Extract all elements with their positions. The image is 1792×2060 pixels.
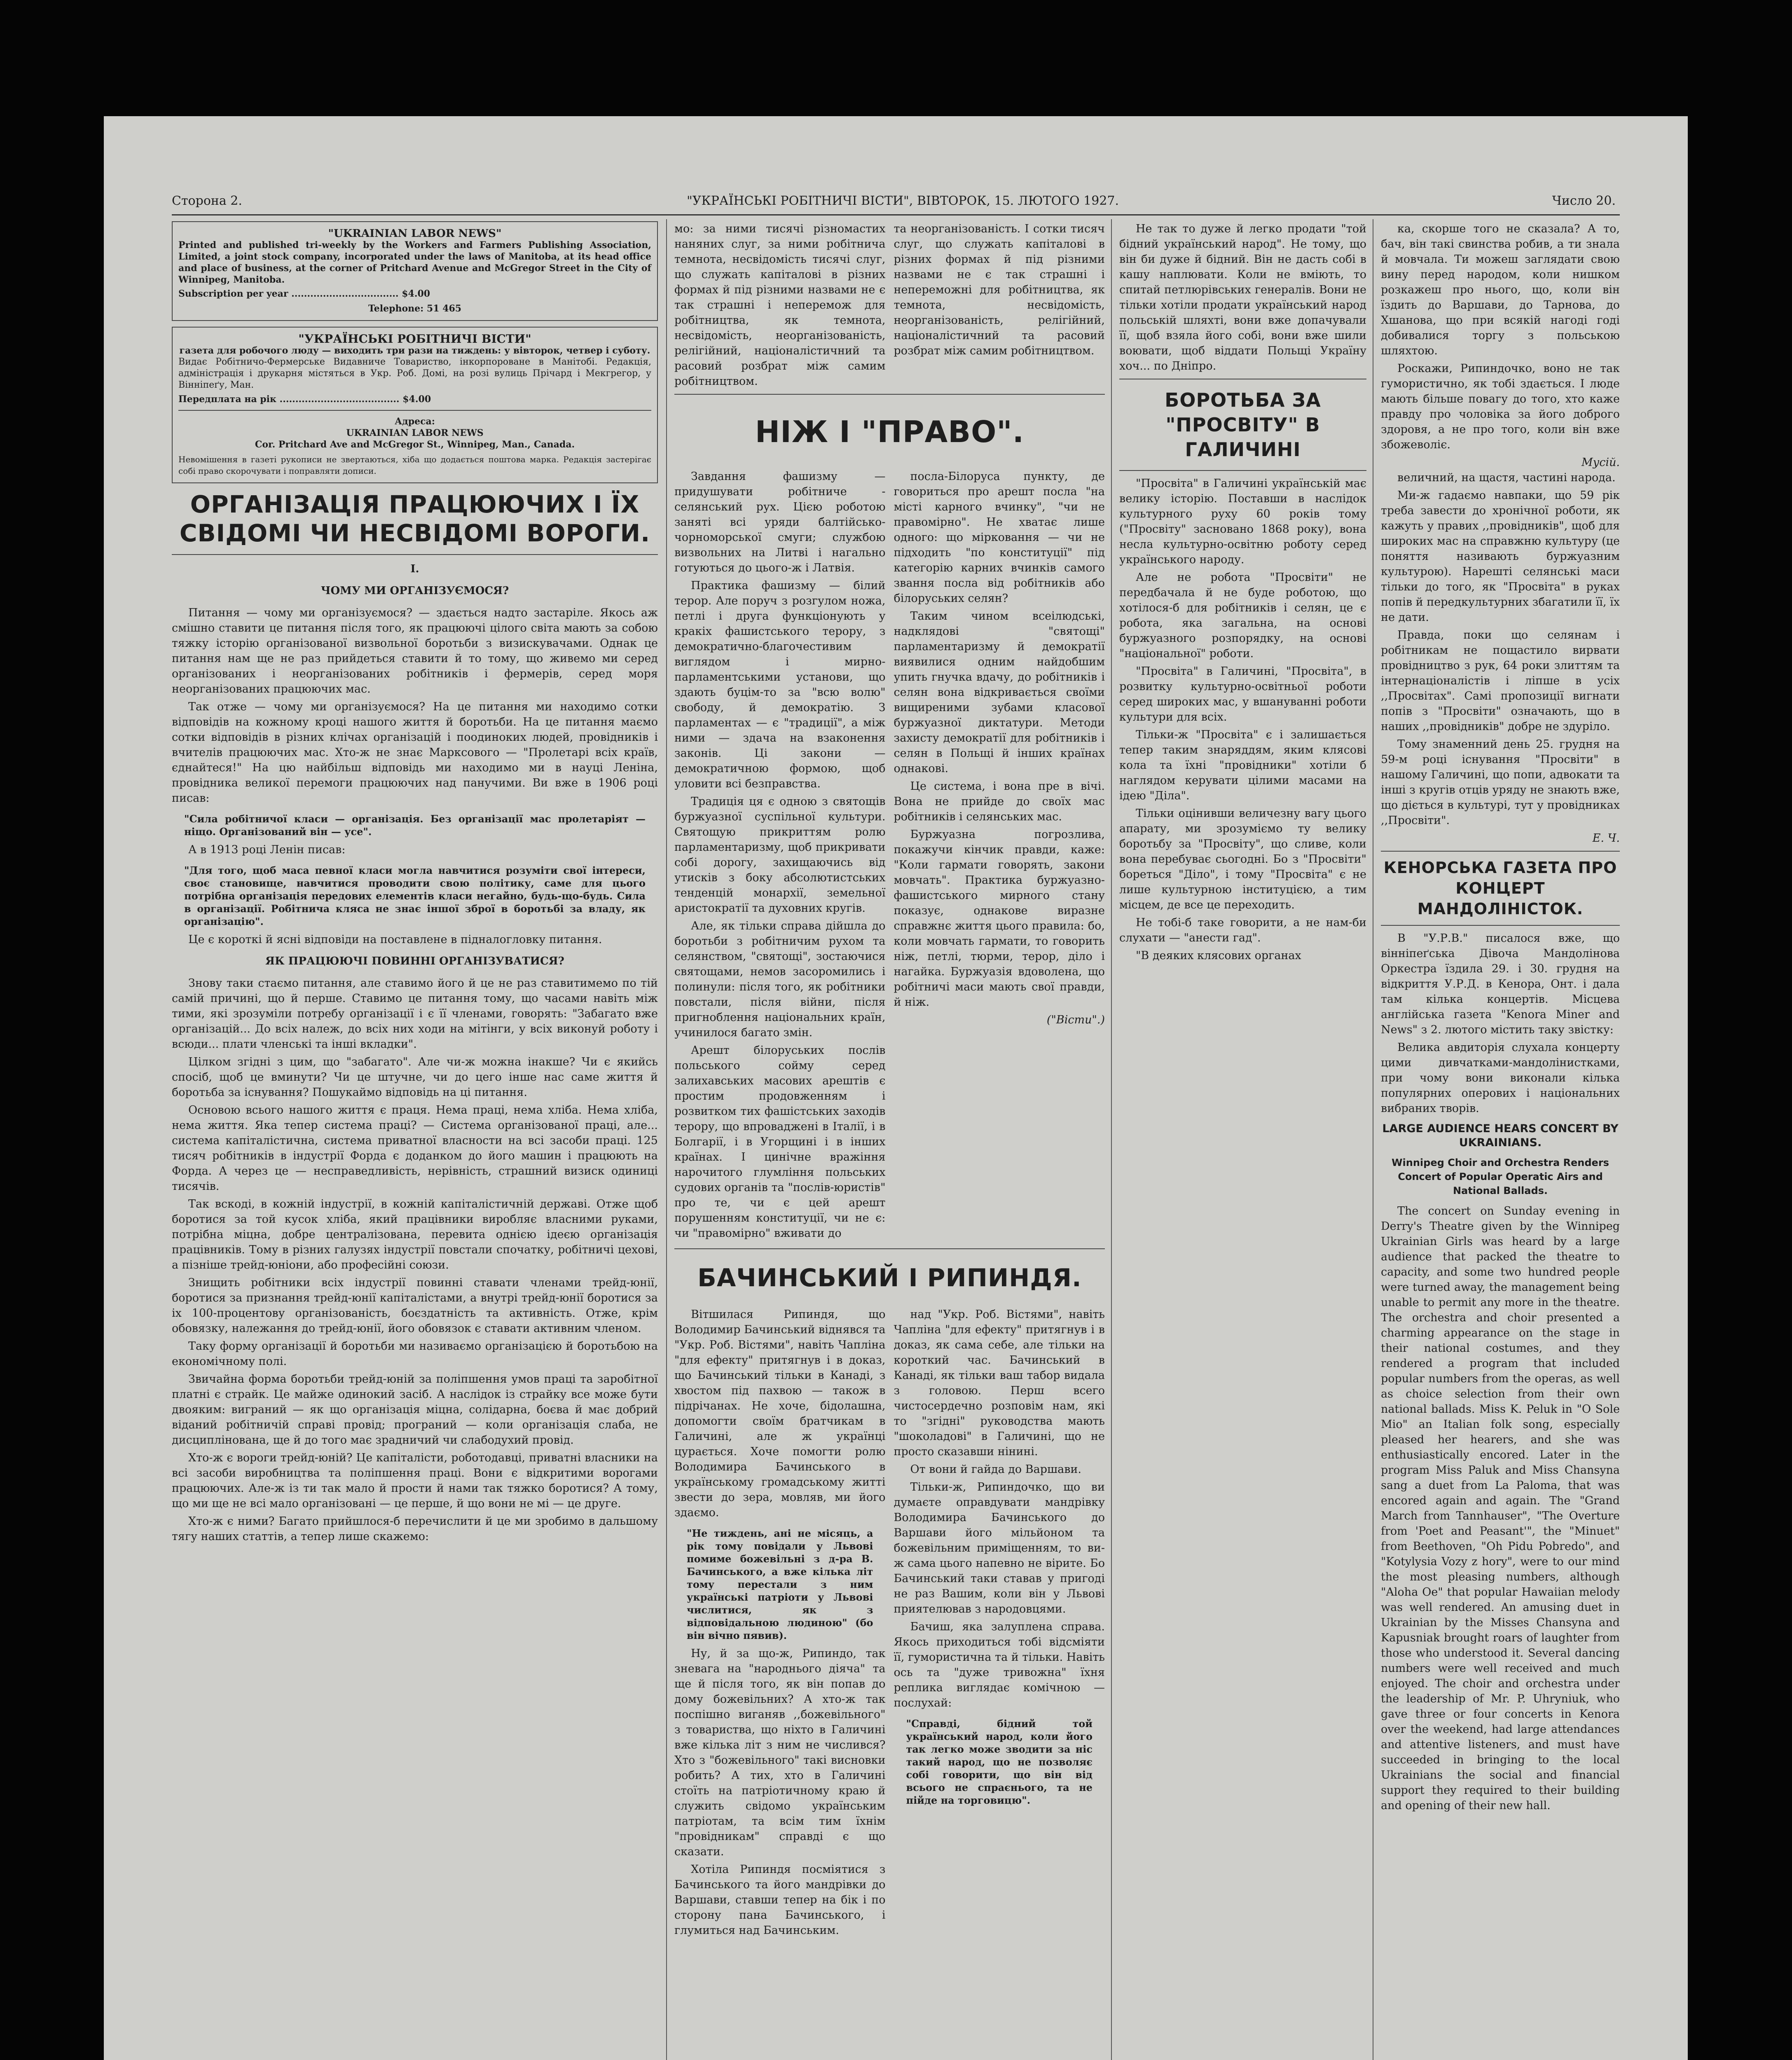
paragraph: Таким чином всеілюдські, надклядові "святощі" парламентаризму й демократії виявилися одним найдобшим упить гнучка вдачу, до робітників і селян вона відкривається своїми вищиреними зубами класової буржуазної диктатури. Методи захисту демократії для робітників і селян в Польщі й інших країнах однакові. <box>894 610 1105 775</box>
english-subheadline: Winnipeg Choir and Orchestra Renders Concert of Popular Operatic Airs and National Ballads. <box>1392 1157 1609 1196</box>
paragraph: Правда, поки що селянам і робітникам не пощастило вирвати провідництво з рук, 64 роки злиттям та інтернаціоналістів і ліпше в усіх ,,Просвітах". Самі пропозиції вигнати попів з "Просвіти" означають, що в наших ,,провідників" добре не здуріло. <box>1381 629 1620 733</box>
paragraph: Звичайна форма боротьби трейд-юній за поліпшення умов праці та заробітної платні є страйк. Це майже одинокий засіб. А наслідок із страйку все може бути двояким: виграний — як що організація міцна, солідарна, боєва й має добрий віданий робітничій справі провід; програний — коли організація слаба, не дисциплінована, ще й до того має зрадничий чи слабодухий провід. <box>172 1373 658 1447</box>
subheading-how: ЯК ПРАЦЮЮЧІ ПОВИННІ ОРГАНІЗУВАТИСЯ? <box>265 955 564 967</box>
masthead-en-name: "UKRAINIAN LABOR NEWS" <box>328 227 502 240</box>
paragraph: "В деяких клясових органах <box>1136 949 1301 962</box>
paragraph: Практика фашизму — білий терор. Але поруч з розгулом ножа, петлі і друга функціонують у кракіх фашистського терору, з демократично-благочестивим виглядом і мирно-парламентськими установи, що здають буцім-то за "всю волю" свободу, й демократію. З парламентах — є "традиції", а між ними — здача на взаконення законів. Ці закони — демократичною формою, щоб уловити всі безправства. <box>674 579 886 790</box>
article-title-organization: ОРГАНІЗАЦІЯ ПРАЦЮЮЧИХ І ЇХ СВІДОМІ ЧИ НЕСВІДОМІ ВОРОГИ. <box>179 490 650 547</box>
paragraph: Не так то дуже й легко продати "той бідний український народ". Не тому, що він би дуже й бідний. Він не дасть собі в кашу наплювати. Коли не вміють, то спитай петлюрівських генералів. Вони не тільки хотіли продати український народ польській шляхті, вони вже допачували її, щоб взяла його собі, вони вже шили воювати, щоб віддати Польщі Україну хоч... по Дніпро. <box>1119 222 1366 372</box>
paragraph: Ми-ж гадаємо навпаки, що 59 рік треба завести до хронічної роботи, як кажуть у правих ,,провідників", щоб для широких мас на справжню культуру (це поняття називають буржуазним культурою). Нарешті селянські маси тільки до того, як "Просвіта" в руках попів й передкультурних збагатили її, їх не дати. <box>1381 489 1620 624</box>
editorial-note: Невомішення в газеті рукописи не звертаються, хіба що додається поштова марка. Редакція застерігає собі право скорочувати і поправляти дописи. <box>178 454 651 476</box>
paragraph: Але не робота "Просвіти" не передбачала й не буде роботою, що хотілося-б для робітників і селян, це є робота, яка загальна, на основі буржуазного розпорядку, на основі "національної" роботи. <box>1119 571 1366 660</box>
paragraph: Тому знаменний день 25. грудня на 59-м році існування "Просвіти" в нашому Галичині, що попи, адвокати та інші з кругів отців уряду не знають вже, що діється в культурі, тут у провідниках ,,Просвіти". <box>1381 738 1620 827</box>
article-title-kenora: КЕНОРСЬКА ГАЗЕТА ПРО КОНЦЕРТ МАНДОЛІНІСТОК. <box>1383 859 1617 918</box>
column-right <box>1381 221 1620 2060</box>
page-number: Сторона 2. <box>172 194 242 208</box>
article-title-knife: НІЖ І "ПРАВО". <box>755 414 1025 449</box>
paragraph: Основою всього нашого життя є праця. Нема праці, нема хліба. Нема хліба, нема життя. Яка тепер система праці? — Система організованої праці, але... система капіталістична, система приватної власности на всі засоби праці. 125 тисяч робітників в індустрії Форда є доданком до його машин і працюють на Форда. А через це — несправедливість, нерівність, страшний визиск одиниці тисячів. <box>172 1104 658 1193</box>
paragraph: "Просвіта" в Галичині, "Просвіта", в розвитку культурно-освітньої роботи серед широких мас, у вшануванні роботи культури для всіх. <box>1119 665 1366 723</box>
masthead-ua-text: Видає Робітничо-Фермерське Видавниче Товариство, інкорпороване в Манітобі. Редакція, адміністрація і друкарня містяться в Укр. Роб. Домі, на розі вулиць Прічард і Мекгрегор, у Вінніпеґу, Ман. <box>178 357 651 390</box>
roman-numeral: I. <box>410 563 419 575</box>
paragraph: посла-Білоруса пункту, де говориться про арешт посла "на місті карного вчинку", "чи не правомірно". Не хватає лише одного: що мірковання — чи не підходить "по конституції" під категорію карних вчинків самого звання посла від робітників або білоруських селян? <box>894 470 1105 605</box>
english-headline: LARGE AUDIENCE HEARS CONCERT BY UKRAINIANS. <box>1382 1122 1619 1149</box>
paper-dateline: "УКРАЇНСЬКІ РОБІТНИЧІ ВІСТИ", ВІВТОРОК, 15. ЛЮТОГО 1927. <box>687 194 1119 208</box>
paragraph: Вітшилася Рипиндя, що Володимир Бачинський віднявся та "Укр. Роб. Вістями", навіть Чапліна "для ефекту" притягнув і в доказ, що Бачинський тільки в Канаді, з хвостом під пахвою — також в підрічанах. Не хоче, бідолашна, допомогти своїм братчикам в Галичині, але ж українці цурається. Хоче помогти ролю Володимира Бачинського в українському громадському житті звести до зера, мовляв, ми його здаємо. <box>674 1308 886 1519</box>
paragraph: Так вскоді, в кожній індустрії, в кожній капіталістичній державі. Отже щоб боротися за той кусок хліба, який працівники виробляє власними руками, потрібна міцна, добре централізована, перевита однією ідеєю організація працівників. Тому в різних галузях індустрії повстали спочатку, робітничі цехові, а пізніше трейд-юніони, або професійні союзи. <box>172 1198 658 1271</box>
header-rule <box>172 214 1620 215</box>
paragraph: Хто-ж є вороги трейд-юній? Це капіталісти, роботодавці, приватні власники на всі засоби виробництва та поліпшення праці. Вони є відкритими ворогами працюючих. Але-ж із ти так мало й прости й нами так тяжко боротися? А тому, що ми ще не всі мало організовані — це перше, й що вони не мі — це друге. <box>172 1451 658 1510</box>
address-label: Адреса: <box>395 416 435 427</box>
paragraph: Так отже — чому ми організуємося? На це питання ми находимо сотки відповідів на кожному кроці нашого життя й боротьби. На це питання маємо сотки відповідів в різних клічах організацій і поодиноких людей, провідників і вчителів працюючих мас. Хто-ж не знає Марксового — "Пролетарі всіх країв, єднайтеся!" На цю найбільш відповідь ми находимо ми в науці Леніна, провідника великої перемоги працюючих над панучими. Ви вже в 1906 році писав: <box>172 700 658 805</box>
article-title-prosvita: БОРОТЬБА ЗА "ПРОСВІТУ" В ГАЛИЧИНІ <box>1165 389 1321 461</box>
quote: "Для того, щоб маса певної класи могла навчитися розуміти свої інтереси, своє становище, навчитися проводити свою політику, саме для цього потрібна організація передових елементів класи негайно, будь-що-будь. Сила в організації. Робітнича кляса не знає іншої зброї в боротьбі за владу, як організацію". <box>184 864 646 927</box>
column-1 <box>172 221 658 2060</box>
paragraph: Роскажи, Рипиндочко, воно не так гумористично, як тобі здається. І люде мають більше повагу до того, хто каже правду про чоловіка за його доброго здоровя, а не про того, коли він вже збожеволіє. <box>1381 362 1620 451</box>
paragraph: Не тобі-б таке говорити, а не нам-би слухати — "анести гад". <box>1119 916 1366 944</box>
quote: "Справді, бідний той український народ, коли його так легко може зводити за ніс такий народ, що не позволяє собі говорити, що він від всього не спраєнього, та не пійде на торговицю". <box>906 1718 1093 1806</box>
prepay-line: Передплата на рік ...................................... $4.00 <box>178 394 431 405</box>
paragraph: Цілком згідні з цим, що "забагато". Але чи-ж можна інакше? Чи є якийсь спосіб, щоб це вминути? Чи це штучне, чи до цего інше нас саме життя й боротьба за існування? Пошукаймо відповідь на ці питання. <box>172 1056 658 1099</box>
paragraph: Знищить робітники всіх індустрії повинні ставати членами трейд-юнії, боротися за признання трейд-юнії капіталістами, а внутрі трейд-юнії боротися за іх 100-процентову організованість, боєздатність та активність. Отже, крім обовязку, належання до трейд-юнії, його обовязок є ставати активним членом. <box>172 1276 658 1335</box>
address-line-2: Cor. Pritchard Ave and McGregor St., Winnipeg, Man., Canada. <box>255 439 575 450</box>
paragraph: Це є короткі й ясні відповіди на поставлене в підналогловку питання. <box>188 933 602 946</box>
col2-continuation: мо: за ними тисячі різномастих наняних слуг, за ними робітнича темнота, несвідомість тисячі слуг, що служать капіталові в різних формах й під різними назвами не є так страшні і неперемож для робітництва, як темнота, несвідомість, неорганізованість, релігійний, націоналістичний та расовий розбрат між самим робітництвом. <box>674 222 886 388</box>
paragraph: Бачиш, яка залуплена справа. Якось приходиться тобі відсміяти її, гумористична та й тільки. Навіть ось та "дуже тривожна" їхня реплика виглядає комічною — послухай: <box>894 1620 1105 1709</box>
paragraph: Хотіла Рипиндя посміятися з Бачинського та його мандрівки до Варшави, ставши тепер на бік і по сторону пана Бачинського, і глумиться над Бачинським. <box>674 1863 886 1937</box>
paragraph: "Просвіта" в Галичині українській має велику історію. Поставши в наслідок культурного руху 60 років тому ("Просвіту" засновано 1868 року), вона несла культурно-освітню роботу серед українського народу. <box>1119 477 1366 566</box>
author-signature: Е. Ч. <box>1592 832 1620 845</box>
article-title-bachynsky: БАЧИНСЬКИЙ І РИПИНДЯ. <box>697 1264 1082 1292</box>
subscription-line: Subscription per year .................................. $4.00 <box>178 288 430 299</box>
column-rule <box>666 219 667 2060</box>
newspaper-page <box>104 116 1688 2060</box>
paragraph: Арешт білоруських послів польського сойму серед залихавських масових арештів є простим продовженням і розвитком тих фашістських заходів терору, що впровадженi в Італії, і в Болгарії, і в Угорщині і в інших країнах. І цинічне вражіння нарочитого глумління польських судових органів та "послів-юристів" про те, чи є цей арешт порушенням конституції, чи не є: чи "правомірно" вживати до <box>674 1044 886 1240</box>
masthead-ua-line1: газета для робочого люду — виходить три рази на тиждень: у вівторок, четвер і суботу. <box>179 345 650 356</box>
paragraph: От вони й гайда до Варшави. <box>910 1463 1081 1476</box>
paragraph: Велика авдиторія слухала концерту цими дивчатками-мандолінистками, при чому вони виконали кілька популярних оперових і національних вибраних творів. <box>1381 1041 1620 1115</box>
column-4 <box>1119 221 1366 2060</box>
paragraph: ка, скорше того не сказала? А то, бач, він такі свинства робив, а ти знала й мовчала. Ти можеш заглядати свою вину перед народом, коли нишком розкажеш про нього, що, коли він їздить до Варшави, до Тарнова, до Хшанова, що при всякій нагоді годі добивалися торгу з польською шляхтою. <box>1381 222 1620 357</box>
columns-2-3 <box>674 221 1105 2060</box>
address-line-1: UKRAINIAN LABOR NEWS <box>346 428 484 438</box>
paragraph: Це система, і вона пре в вічі. Вона не прийде до своїх мас робітників і селянських мас. <box>894 780 1105 823</box>
paragraph: Завдання фашизму — придушувати робітниче - селянський рух. Цією роботою заняті всі уряди балтійсько-чорноморської смуги; службою визвольних на Литві і нагально готуються до цього-ж і Латвія. <box>674 470 886 574</box>
masthead-ua-name: "УКРАЇНСЬКІ РОБІТНИЧІ ВІСТИ" <box>298 332 531 346</box>
paragraph: Тільки оцінивши величезну вагу цього апарату, ми зрозуміємо ту велику боротьбу за "Просвіту", що сливе, коли вона перебуває сьогодні. Бо з "Просвіти" бореться "Діло", і тому "Просвіта" є не лише культурною інституцією, а тим місцем, де все це переходить. <box>1119 807 1366 911</box>
paragraph: Хто-ж є ними? Багато прийшлося-б перечислити й це ми зробимо в дальшому тягу наших статтів, а тепер лише скажемо: <box>172 1515 658 1543</box>
paragraph: Але, як тільки справа дійшла до боротьби з робітничим рухом та селянством, "святощі", зостаючися святощами, немов засоромились і полинули: після того, як робітники повстали, після війни, після пригноблення національних країн, учинилося багато змін. <box>674 920 886 1039</box>
author-signature: Мусій. <box>1581 456 1620 469</box>
paragraph: Ну, й за що-ж, Рипиндо, так зневага на "народнього діяча" та ще й після того, як він попав до дому божевільних? А хто-ж так поспішно виганяв ,,божевільного" з товариства, що ніхто в Галичині вже кілька літ з ним не числився? Хто з "божевільного" такі висновки робить? А тих, хто в Галичині стоїть на патріотичному краю й служить свідомо українським патріотам, та всім тим їхнім "провідникам" справді є що сказати. <box>674 1647 886 1858</box>
knife-article-body <box>674 469 1105 1243</box>
quote: "Не тиждень, ані не місяць, а рік тому повідали у Львові помиме божевільні з д-ра В. Бачинського, а вже кілька літ тому перестали з ним українські патріоти у Львові числитися, як з відповідальною людиною" (бо він вічно пявив). <box>687 1527 873 1641</box>
masthead-ukrainian <box>172 327 658 483</box>
col3-continuation: та неорганізованість. І сотки тисяч слуг, що служать капіталові в різних формах й під різними назвами не є так страшні і непереможні для робітництва, як темнота, несвідомість, неорганізованість, релігійний, націоналістичний та расовий розбрат між самим робітництвом. <box>894 222 1105 357</box>
paragraph: Традиція ця є одною з святощів буржуазної суспільної культури. Святощую прикриттям ролю парламентаризму, щоб прикривати собі дорогу, захищаючись від утисків з боку абсолютистських тенденцій монархії, земельної аристократії та духовних кругів. <box>674 795 886 915</box>
paragraph: А в 1913 році Ленін писав: <box>188 843 346 856</box>
page-content <box>172 186 1620 2060</box>
paragraph: Буржуазна погрозлива, покажучи кінчик правди, каже: "Коли гармати говорять, закони мовчать". Практика буржуазно-фашистського мирного стану показує, однакове виразне справжнє життя цього правила: бо, коли мовчать гармати, то говорить ніж, петлі, тюрми, терор, діло і нагайка. Буржуазія вдоволена, що робітничі маси мають свої правди, й ніж. <box>894 828 1105 1009</box>
subheading-why: ЧОМУ МИ ОРГАНІЗУЄМОСЯ? <box>321 585 509 597</box>
issue-number: Число 20. <box>1552 194 1616 208</box>
masthead-en-text: Printed and published tri-weekly by the Workers and Farmers Publishing Association, Limited, a joint stock company, incorporated under the laws of Manitoba, at its head office and place of business, at the corner of Pritchard Avenue and McGregor Street in the City of Winnipeg, Manitoba. <box>178 240 651 285</box>
paragraph: Питання — чому ми організуємося? — здається надто застаріле. Якось аж смішно ставити це питання після того, як працюючі цілого світа мають за собою тяжку історію організованої визвольної боротьби з визискувачами. Однак це питання нам ще не раз прийдеться ставити й то тому, що живемо ми серед організованих і неорганізованих робітників і фермерів, серед моря неорганізованих працюючих мас. <box>172 606 658 695</box>
telephone-line: Telephone: 51 465 <box>368 303 462 314</box>
bachynsky-article-body <box>674 1307 1105 1941</box>
masthead-english <box>172 221 658 321</box>
paragraph: Тільки-ж, Рипиндочко, що ви думаєте оправдувати мандрівку Володимира Бачинського до Варшави його мільйоном та божевільним приміщенням, то ви-ж сама цього напевно не вірите. Бо Бачинський таки ставав у пригоді не раз Вашим, коли він у Львові приятелював з народовцями. <box>894 1481 1105 1615</box>
paragraph: над "Укр. Роб. Вістями", навіть Чапліна "для ефекту" притягнув і в доказ, як сама себе, але тільки на короткий час. Бачинський в Канаді, як тільки ваш табор видала з головою. Перш всего чистосердечно розповім нам, які то "згідні" руководства мають "шоколадові" в Галичині, що не просто сказавши нінині. <box>894 1308 1105 1458</box>
paragraph: Таку форму організації й боротьби ми називаємо організацією й боротьбою на економічному полі. <box>172 1340 658 1368</box>
paragraph: Знову таки стаємо питання, але ставимо його й це не раз ставитимемо по тій самій причині, що й перше. Ставимо це питання тому, що часами навіть між тими, які зрозуміли потребу організації і є її членами, говорять: "Забагато вже організацій... До всіх належ, до всіх них ходи на мітінги, у всіх виконуй роботу і всюди... плати членські та інші вкладки". <box>172 977 658 1051</box>
running-header <box>172 186 1620 215</box>
paragraph: В "У.Р.В." писалося вже, що вінніпеґська Дівоча Мандолінова Оркестра їздила 29. і 30. грудня на відкриття У.Р.Д. в Кенора, Онт. і дала там кілька концертів. Місцева англійська газета "Kenora Miner and News" з 2. лютого містить таку звістку: <box>1381 932 1620 1036</box>
column-rule <box>1111 219 1112 2060</box>
paragraph: Тільки-ж "Просвіта" є і залишається тепер таким знаряддям, яким клясові кола та їхні "провідники" хотіли б наглядом керувати цілими масами на ідею "Діла". <box>1119 728 1366 802</box>
paragraph: величний, на щастя, частині народа. <box>1397 471 1616 484</box>
quote: "Сила робітничої класи — організація. Без організації мас пролетаріят — ніщо. Організований він — усе". <box>184 813 646 838</box>
top-continuation <box>674 221 1105 389</box>
english-article-text: The concert on Sunday evening in Derry's Theatre given by the Winnipeg Ukrainian Girls was heard by a large audience that packed the theatre to capacity, and some two hundred people were turned away, the management being unable to permit any more in the theatre. The orchestra and choir presented a charming appearance on the stage in their national costumes, and they rendered a program that included popular numbers from the operas, as well as choice selection from their own national ballads. Miss K. Peluk in "O Sole Mio" an Italian folk song, especially pleased her hearers, and she was enthusiastically encored. Later in the program Miss Paluk and Miss Chansyna sang a duet from La Paloma, that was encored again and again. The "Grand March from Tannhauser", "The Overture from 'Poet and Peasant'", the "Minuet" from Beethoven, "Oh Pidu Pobredo", and "Kotylysia Vozy z hory", were to our mind the most pleasing numbers, although "Aloha Oe" that popular Hawaiian melody was well rendered. An amusing duet in Ukrainian by the Misses Chansyna and Kapusniak brought roars of laughter from those who understood it. Several dancing numbers were well received and much enjoyed. The choir and orchestra under the leadership of Mr. P. Uhryniuk, who gave three or four concerts in Kenora over the weekend, had large attendances and attentive listeners, and must have succeeded in bringing to the local Ukrainians the social and financial support they required to their building and opening of their new hall. <box>1381 1205 1620 1812</box>
source-signature: ("Вісти".) <box>1046 1014 1105 1026</box>
